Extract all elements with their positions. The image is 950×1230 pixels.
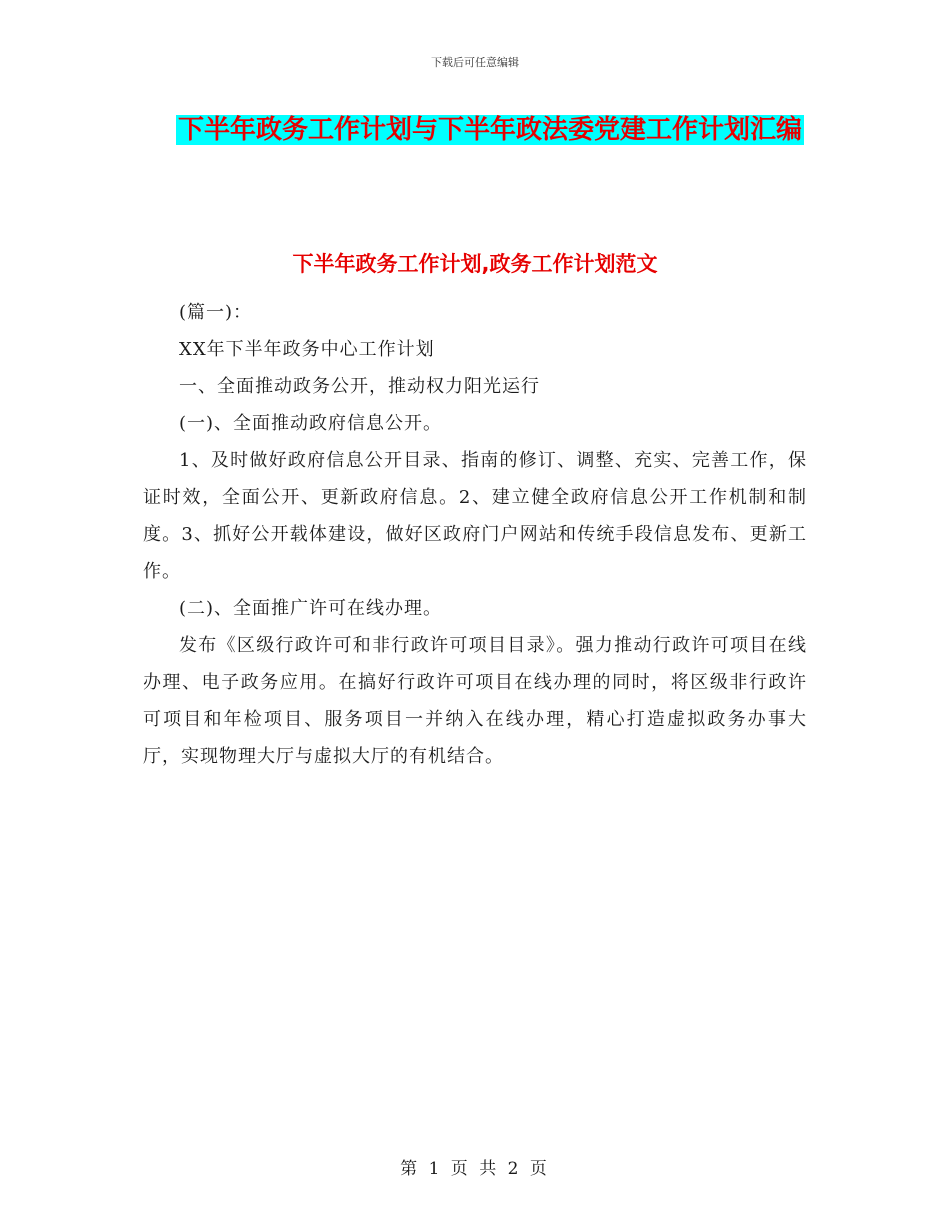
paragraph: (篇一)： bbox=[179, 302, 253, 323]
header-note: 下载后可任意编辑 bbox=[431, 56, 519, 69]
paragraph: 1、及时做好政府信息公开目录、指南的修订、调整、充实、完善工作，保证时效，全面公开、更新政府信息。2、建立健全政府信息公开工作机制和制度。3、抓好公开载体建设，做好区政府门户网站和传统手段信息发布、更新工作。 bbox=[143, 450, 807, 582]
paragraph: 一、全面推动政务公开，推动权力阳光运行 bbox=[179, 376, 540, 397]
document-title bbox=[150, 108, 830, 152]
paragraph: (二)、全面推广许可在线办理。 bbox=[179, 598, 443, 619]
paragraph: (一)、全面推动政府信息公开。 bbox=[179, 413, 443, 434]
paragraph: 发布《区级行政许可和非行政许可项目目录》。强力推动行政许可项目在线办理、电子政务应用。在搞好行政许可项目在线办理的同时，将区级非行政许可项目和年检项目、服务项目一并纳入在线办理，精心打造虚拟政务办事大厅，实现物理大厅与虚拟大厅的有机结合。 bbox=[143, 635, 807, 767]
document-body bbox=[143, 294, 807, 775]
page-number: 第 1 页 共 2 页 bbox=[400, 1159, 550, 1179]
paragraph: XX年下半年政务中心工作计划 bbox=[179, 339, 435, 360]
document-title-text: 下半年政务工作计划与下半年政法委党建工作计划汇编 bbox=[177, 115, 802, 145]
document-subtitle: 下半年政务工作计划,政务工作计划范文 bbox=[292, 252, 658, 276]
